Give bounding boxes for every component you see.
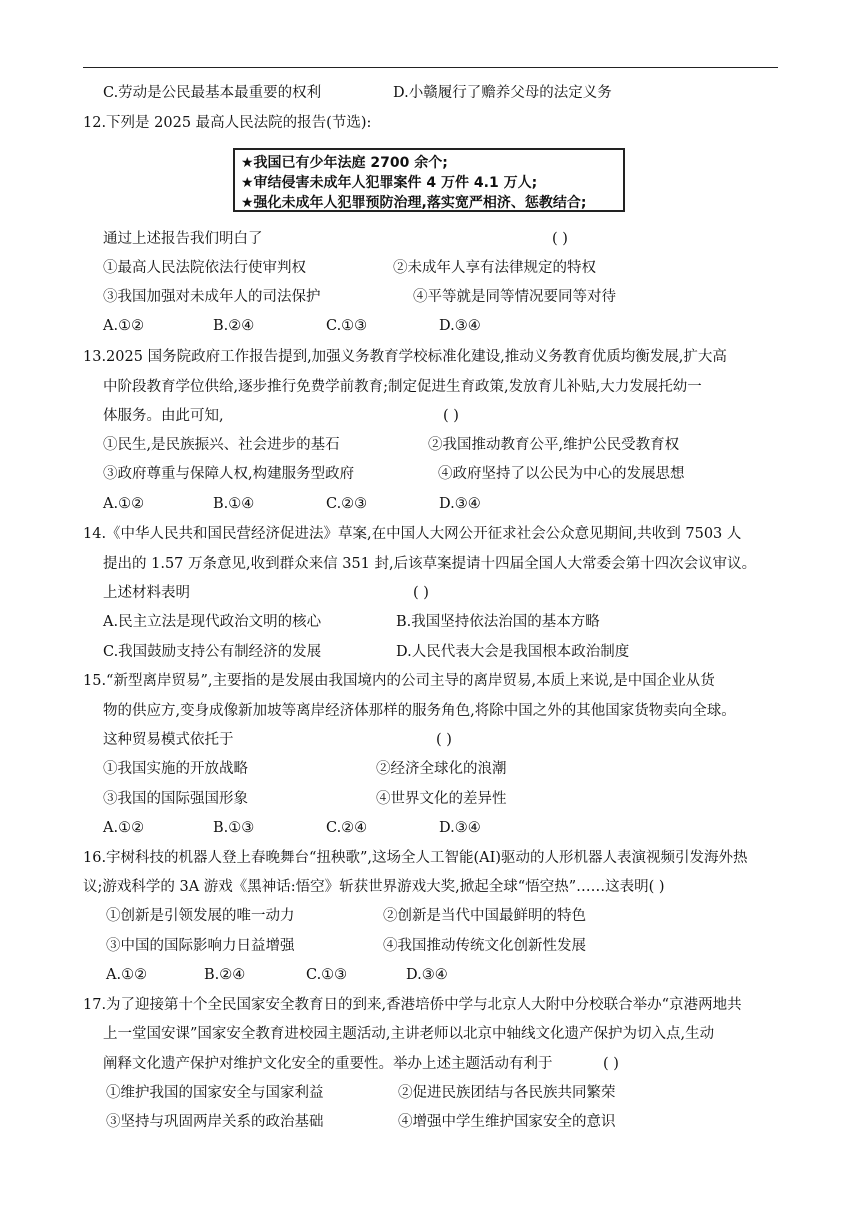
q17-stem-line-3: 阐释文化遗产保护对维护文化安全的重要性。举办上述主题活动有利于 bbox=[103, 1056, 553, 1072]
q17-answer-paren: ( ) bbox=[603, 1056, 619, 1072]
q16-option-a: A.①② bbox=[106, 967, 148, 983]
q16-statement-2: ②创新是当代中国最鲜明的特色 bbox=[383, 908, 586, 924]
q13-statement-4: ④政府坚持了以公民为中心的发展思想 bbox=[438, 466, 685, 482]
q17-statement-4: ④增强中学生维护国家安全的意识 bbox=[398, 1114, 616, 1130]
q13-statement-1: ①民生,是民族振兴、社会进步的基石 bbox=[103, 437, 340, 453]
q14-stem-line-1: 14.《中华人民共和国民营经济促进法》草案,在中国人大网公开征求社会公众意见期间,共收到 7503 人 bbox=[83, 526, 742, 542]
q13-option-d: D.③④ bbox=[439, 496, 481, 512]
q15-stem-line-3: 这种贸易模式依托于 bbox=[103, 732, 234, 748]
q14-option-b: B.我国坚持依法治国的基本方略 bbox=[396, 614, 600, 630]
q12-report-line-1: ★我国已有少年法庭 2700 余个; bbox=[241, 155, 448, 171]
q16-statement-1: ①创新是引领发展的唯一动力 bbox=[106, 908, 295, 924]
q16-option-c: C.①③ bbox=[306, 967, 348, 983]
q13-stem-line-3: 体服务。由此可知, bbox=[103, 408, 224, 424]
q15-option-a: A.①② bbox=[103, 820, 145, 836]
q12-statement-2: ②未成年人享有法律规定的特权 bbox=[393, 260, 596, 276]
q14-option-a: A.民主立法是现代政治文明的核心 bbox=[103, 614, 322, 630]
q12-answer-paren: ( ) bbox=[552, 231, 568, 247]
q17-statement-2: ②促进民族团结与各民族共同繁荣 bbox=[398, 1085, 616, 1101]
q12-statement-3: ③我国加强对未成年人的司法保护 bbox=[103, 289, 321, 305]
q12-statement-1: ①最高人民法院依法行使审判权 bbox=[103, 260, 306, 276]
q13-option-a: A.①② bbox=[103, 496, 145, 512]
q16-statement-3: ③中国的国际影响力日益增强 bbox=[106, 938, 295, 954]
q14-answer-paren: ( ) bbox=[413, 585, 429, 601]
q12-report-line-3: ★强化未成年人犯罪预防治理,落实宽严相济、惩教结合; bbox=[241, 195, 587, 211]
q15-option-b: B.①③ bbox=[213, 820, 255, 836]
q16-stem-line-2: 议;游戏科学的 3A 游戏《黑神话:悟空》斩获世界游戏大奖,掀起全球“悟空热”……这表明( ) bbox=[83, 879, 665, 895]
q15-answer-paren: ( ) bbox=[436, 732, 452, 748]
q13-answer-paren: ( ) bbox=[443, 408, 459, 424]
q11-option-d: D.小赣履行了赡养父母的法定义务 bbox=[393, 85, 612, 101]
q12-lead: 通过上述报告我们明白了 bbox=[103, 231, 263, 247]
q16-option-d: D.③④ bbox=[406, 967, 448, 983]
q15-statement-4: ④世界文化的差异性 bbox=[376, 791, 507, 807]
q17-stem-line-1: 17.为了迎接第十个全民国家安全教育日的到来,香港培侨中学与北京人大附中分校联合举办“京港两地共 bbox=[83, 997, 742, 1013]
q13-option-b: B.①④ bbox=[213, 496, 255, 512]
q13-option-c: C.②③ bbox=[326, 496, 368, 512]
q13-statement-2: ②我国推动教育公平,维护公民受教育权 bbox=[428, 437, 680, 453]
header-rule bbox=[83, 67, 778, 68]
q16-stem-line-1: 16.宇树科技的机器人登上春晚舞台“扭秧歌”,这场全人工智能(AI)驱动的人形机器人表演视频引发海外热 bbox=[83, 850, 748, 866]
q15-statement-2: ②经济全球化的浪潮 bbox=[376, 761, 507, 777]
q15-stem-line-1: 15.“新型离岸贸易”,主要指的是发展由我国境内的公司主导的离岸贸易,本质上来说,是中国企业从货 bbox=[83, 673, 715, 689]
q14-stem-line-3: 上述材料表明 bbox=[103, 585, 190, 601]
q12-stem: 12.下列是 2025 最高人民法院的报告(节选): bbox=[83, 115, 372, 131]
q17-stem-line-2: 上一堂国安课”国家安全教育进校园主题活动,主讲老师以北京中轴线文化遗产保护为切入点,生动 bbox=[103, 1026, 715, 1042]
q12-option-a: A.①② bbox=[103, 318, 145, 334]
q13-stem-line-1: 13.2025 国务院政府工作报告提到,加强义务教育学校标准化建设,推动义务教育优质均衡发展,扩大高 bbox=[83, 349, 727, 365]
q12-report-box bbox=[233, 148, 625, 212]
q12-option-b: B.②④ bbox=[213, 318, 255, 334]
q16-statement-4: ④我国推动传统文化创新性发展 bbox=[383, 938, 586, 954]
q12-option-c: C.①③ bbox=[326, 318, 368, 334]
q15-statement-3: ③我国的国际强国形象 bbox=[103, 791, 248, 807]
q17-statement-1: ①维护我国的国家安全与国家利益 bbox=[106, 1085, 324, 1101]
q16-option-b: B.②④ bbox=[204, 967, 246, 983]
q17-statement-3: ③坚持与巩固两岸关系的政治基础 bbox=[106, 1114, 324, 1130]
q14-stem-line-2: 提出的 1.57 万条意见,收到群众来信 351 封,后该草案提请十四届全国人大常委会第十四次会议审议。 bbox=[103, 556, 757, 572]
q11-option-c: C.劳动是公民最基本最重要的权利 bbox=[103, 85, 322, 101]
q12-report-line-2: ★审结侵害未成年人犯罪案件 4 万件 4.1 万人; bbox=[241, 175, 538, 191]
q15-statement-1: ①我国实施的开放战略 bbox=[103, 761, 248, 777]
q15-stem-line-2: 物的供应方,变身成像新加坡等离岸经济体那样的服务角色,将除中国之外的其他国家货物卖向全球。 bbox=[103, 703, 736, 719]
q15-option-d: D.③④ bbox=[439, 820, 481, 836]
q14-option-c: C.我国鼓励支持公有制经济的发展 bbox=[103, 644, 322, 660]
q13-stem-line-2: 中阶段教育学位供给,逐步推行免费学前教育;制定促进生育政策,发放育儿补贴,大力发展托幼一 bbox=[103, 379, 702, 395]
q13-statement-3: ③政府尊重与保障人权,构建服务型政府 bbox=[103, 466, 355, 482]
q15-option-c: C.②④ bbox=[326, 820, 368, 836]
q12-option-d: D.③④ bbox=[439, 318, 481, 334]
q12-statement-4: ④平等就是同等情况要同等对待 bbox=[413, 289, 616, 305]
q14-option-d: D.人民代表大会是我国根本政治制度 bbox=[396, 644, 630, 660]
